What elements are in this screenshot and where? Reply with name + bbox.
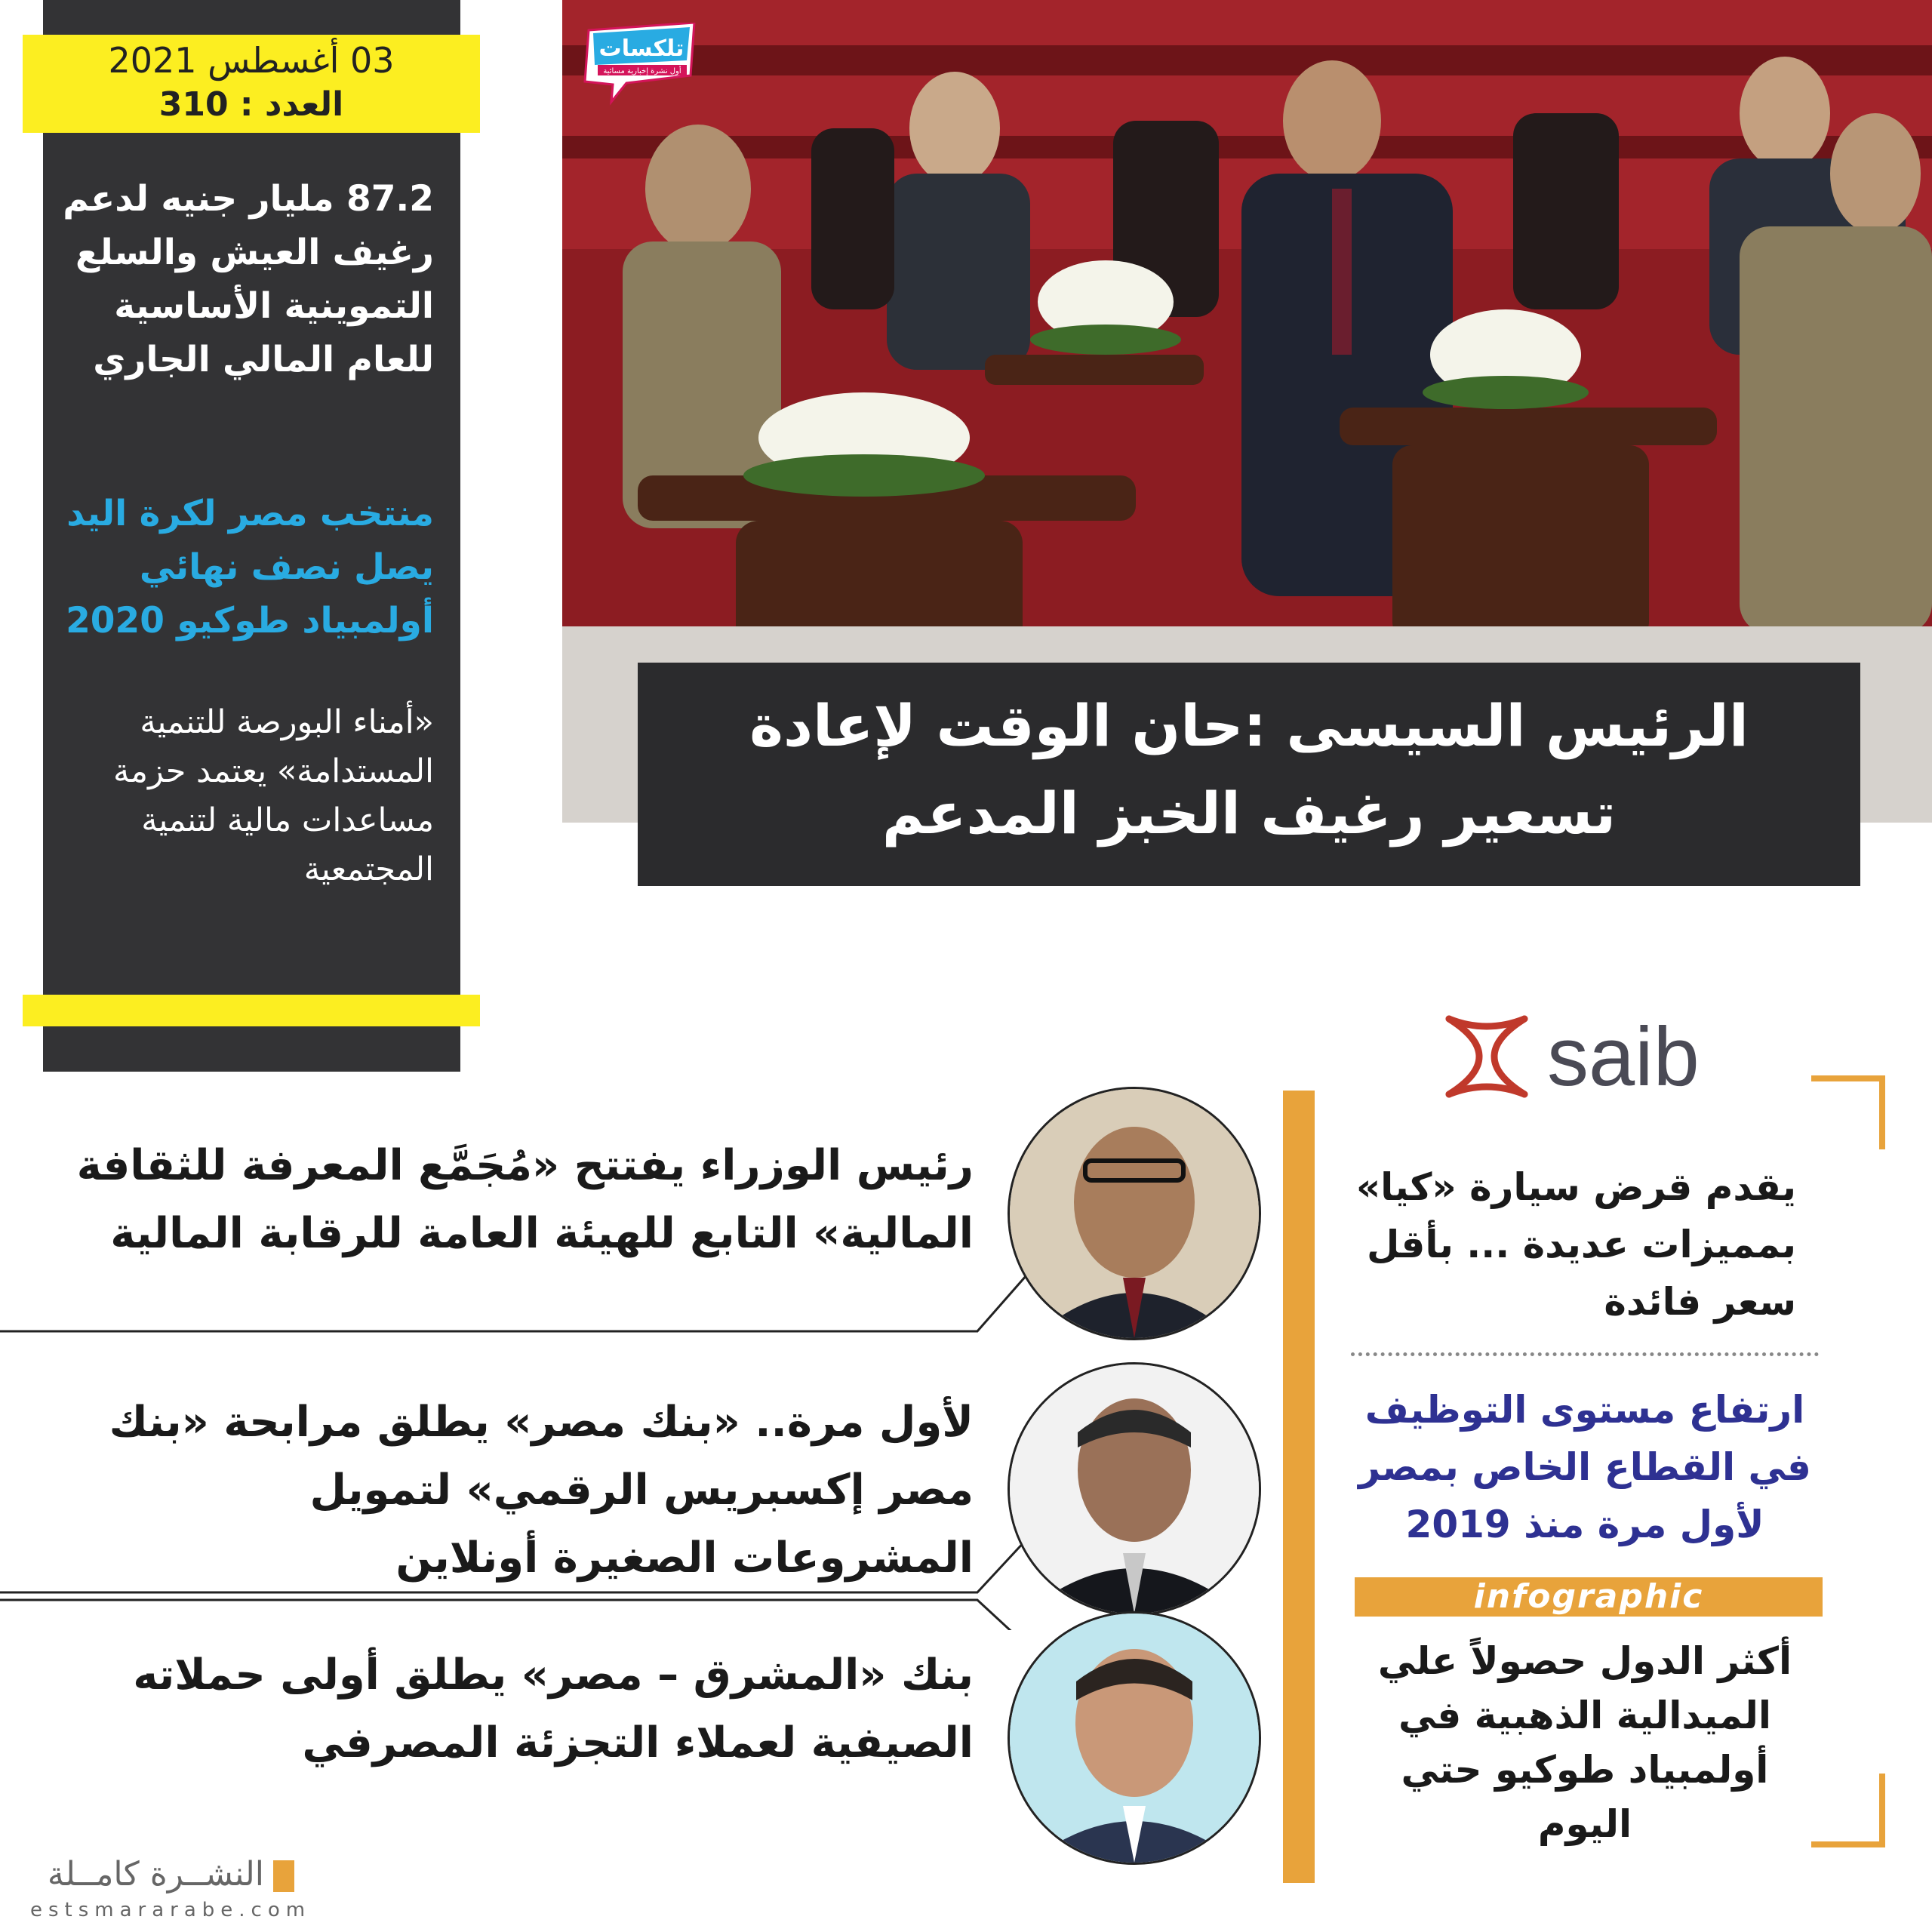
news-item-pm-knowledge-complex[interactable]: رئيس الوزراء يفتتح «مُجَمَّع المعرفة للثقافة المالية» التابع للهيئة العامة للرقابة المالية [76, 1141, 974, 1258]
footer-website-link[interactable]: estsmararabe.com [30, 1899, 312, 1921]
sidebar-story-bread-subsidy[interactable]: 87.2 مليار جنيه لدعم رغيف العيش والسلع التموينية الأساسية للعام المالي الجاري [63, 178, 434, 380]
logo-name: تلكسات [598, 35, 685, 62]
dotted-divider [1351, 1352, 1819, 1356]
news-connector-line-3 [0, 1585, 1057, 1630]
saib-car-loan-story[interactable]: يقدم قرض سيارة «كيا» بمميزات عديدة ... بأقل سعر فائدة [1355, 1165, 1796, 1324]
portrait-prime-minister [1008, 1087, 1261, 1340]
main-headline-line2: تسعير رغيف الخبز المدعم [881, 780, 1617, 847]
portrait-banque-misr-chairman [1008, 1362, 1261, 1616]
infographic-label: infographic [1355, 1577, 1823, 1617]
footer-accent-square [273, 1860, 294, 1892]
sidebar-story-handball[interactable]: منتخب مصر لكرة اليد يصل نصف نهائي أولمبياد طوكيو 2020 [66, 493, 434, 641]
footer-newsletter-name: النشــرة كامــلة [47, 1855, 264, 1894]
saib-logo [1434, 1004, 1736, 1109]
column-divider-bar [1283, 1091, 1315, 1883]
news-item-banque-misr-express[interactable]: لأول مرة.. «بنك مصر» يطلق مرابحة «بنك مصر إكسبريس الرقمي» لتمويل المشروعات الصغيرة أونلاين [109, 1398, 974, 1583]
saib-logo-text: saib [1547, 1011, 1700, 1103]
portrait-mashreq-ceo [1008, 1611, 1261, 1865]
issue-number: العدد : 310 [158, 85, 344, 124]
telexat-logo [581, 23, 702, 106]
employment-story[interactable]: ارتفاع مستوى التوظيف في القطاع الخاص بمصر لأول مرة منذ 2019 [1358, 1388, 1811, 1546]
main-headline-box[interactable] [638, 663, 1860, 886]
frame-bracket-bottom [1811, 1774, 1885, 1847]
logo-tagline: أول نشرة إخبارية مسائية [603, 67, 681, 75]
frame-bracket-top [1811, 1075, 1885, 1149]
sidebar-story-bourse[interactable]: «أمناء البورصة للتنمية المستدامة» يعتمد حزمة مساعدات مالية لتنمية المجتمعية [112, 703, 434, 888]
main-headline-line1: الرئيس السيسى :حان الوقت لإعادة [749, 692, 1749, 759]
issue-date: 03 أغسطس 2021 [108, 40, 395, 81]
infographic-medals-story[interactable]: أكثر الدول حصولاً علي الميدالية الذهبية في أولمبياد طوكيو حتي اليوم [1377, 1639, 1792, 1846]
issue-date-box [23, 35, 480, 133]
news-item-mashreq-campaign[interactable]: بنك «المشرق – مصر» يطلق أولى حملاته الصيفية لعملاء التجزئة المصرفي [133, 1651, 974, 1767]
sidebar-yellow-strip [23, 995, 480, 1026]
